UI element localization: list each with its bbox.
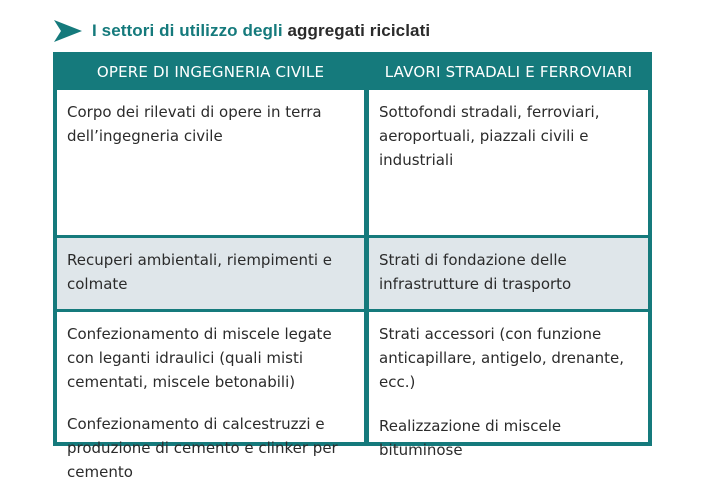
title-part1: I settori di utilizzo degli: [92, 21, 283, 40]
cell-text: Confezionamento di miscele legate con leganti idraulici (quali misti cementati, miscele betonabili): [67, 325, 332, 391]
cell-text: Recuperi ambientali, riempimenti e colmate: [67, 251, 333, 293]
title-part2: aggregati riciclati: [287, 21, 431, 40]
table-cell: [369, 238, 648, 309]
table-cell: [57, 238, 364, 309]
table-cell: [369, 312, 648, 459]
table-cell: [369, 90, 648, 235]
cell-text: Strati accessori (con funzione anticapillare, antigelo, drenante, ecc.): [379, 325, 625, 391]
usage-table: [53, 52, 652, 481]
cell-text: Strati di fondazione delle infrastrutture di trasporto: [379, 251, 572, 293]
column-header-civil-engineering: OPERE DI INGEGNERIA CIVILE: [96, 63, 325, 81]
cell-text: Realizzazione di miscele bituminose: [379, 417, 562, 459]
cell-text: Sottofondi stradali, ferroviari, aeroportuali, piazzali civili e industriali: [379, 103, 600, 169]
cell-text: Corpo dei rilevati di opere in terra dell’ingegneria civile: [67, 103, 322, 145]
arrow-right-icon: [54, 20, 82, 42]
section-title: [54, 14, 430, 48]
cell-text: Confezionamento di calcestruzzi e produzione di cemento e clinker per cemento: [67, 415, 338, 481]
table-cell: [57, 312, 364, 481]
page-title: [92, 21, 430, 41]
column-header-road-rail-works: LAVORI STRADALI E FERROVIARI: [384, 63, 633, 81]
table-cell: [57, 90, 364, 235]
